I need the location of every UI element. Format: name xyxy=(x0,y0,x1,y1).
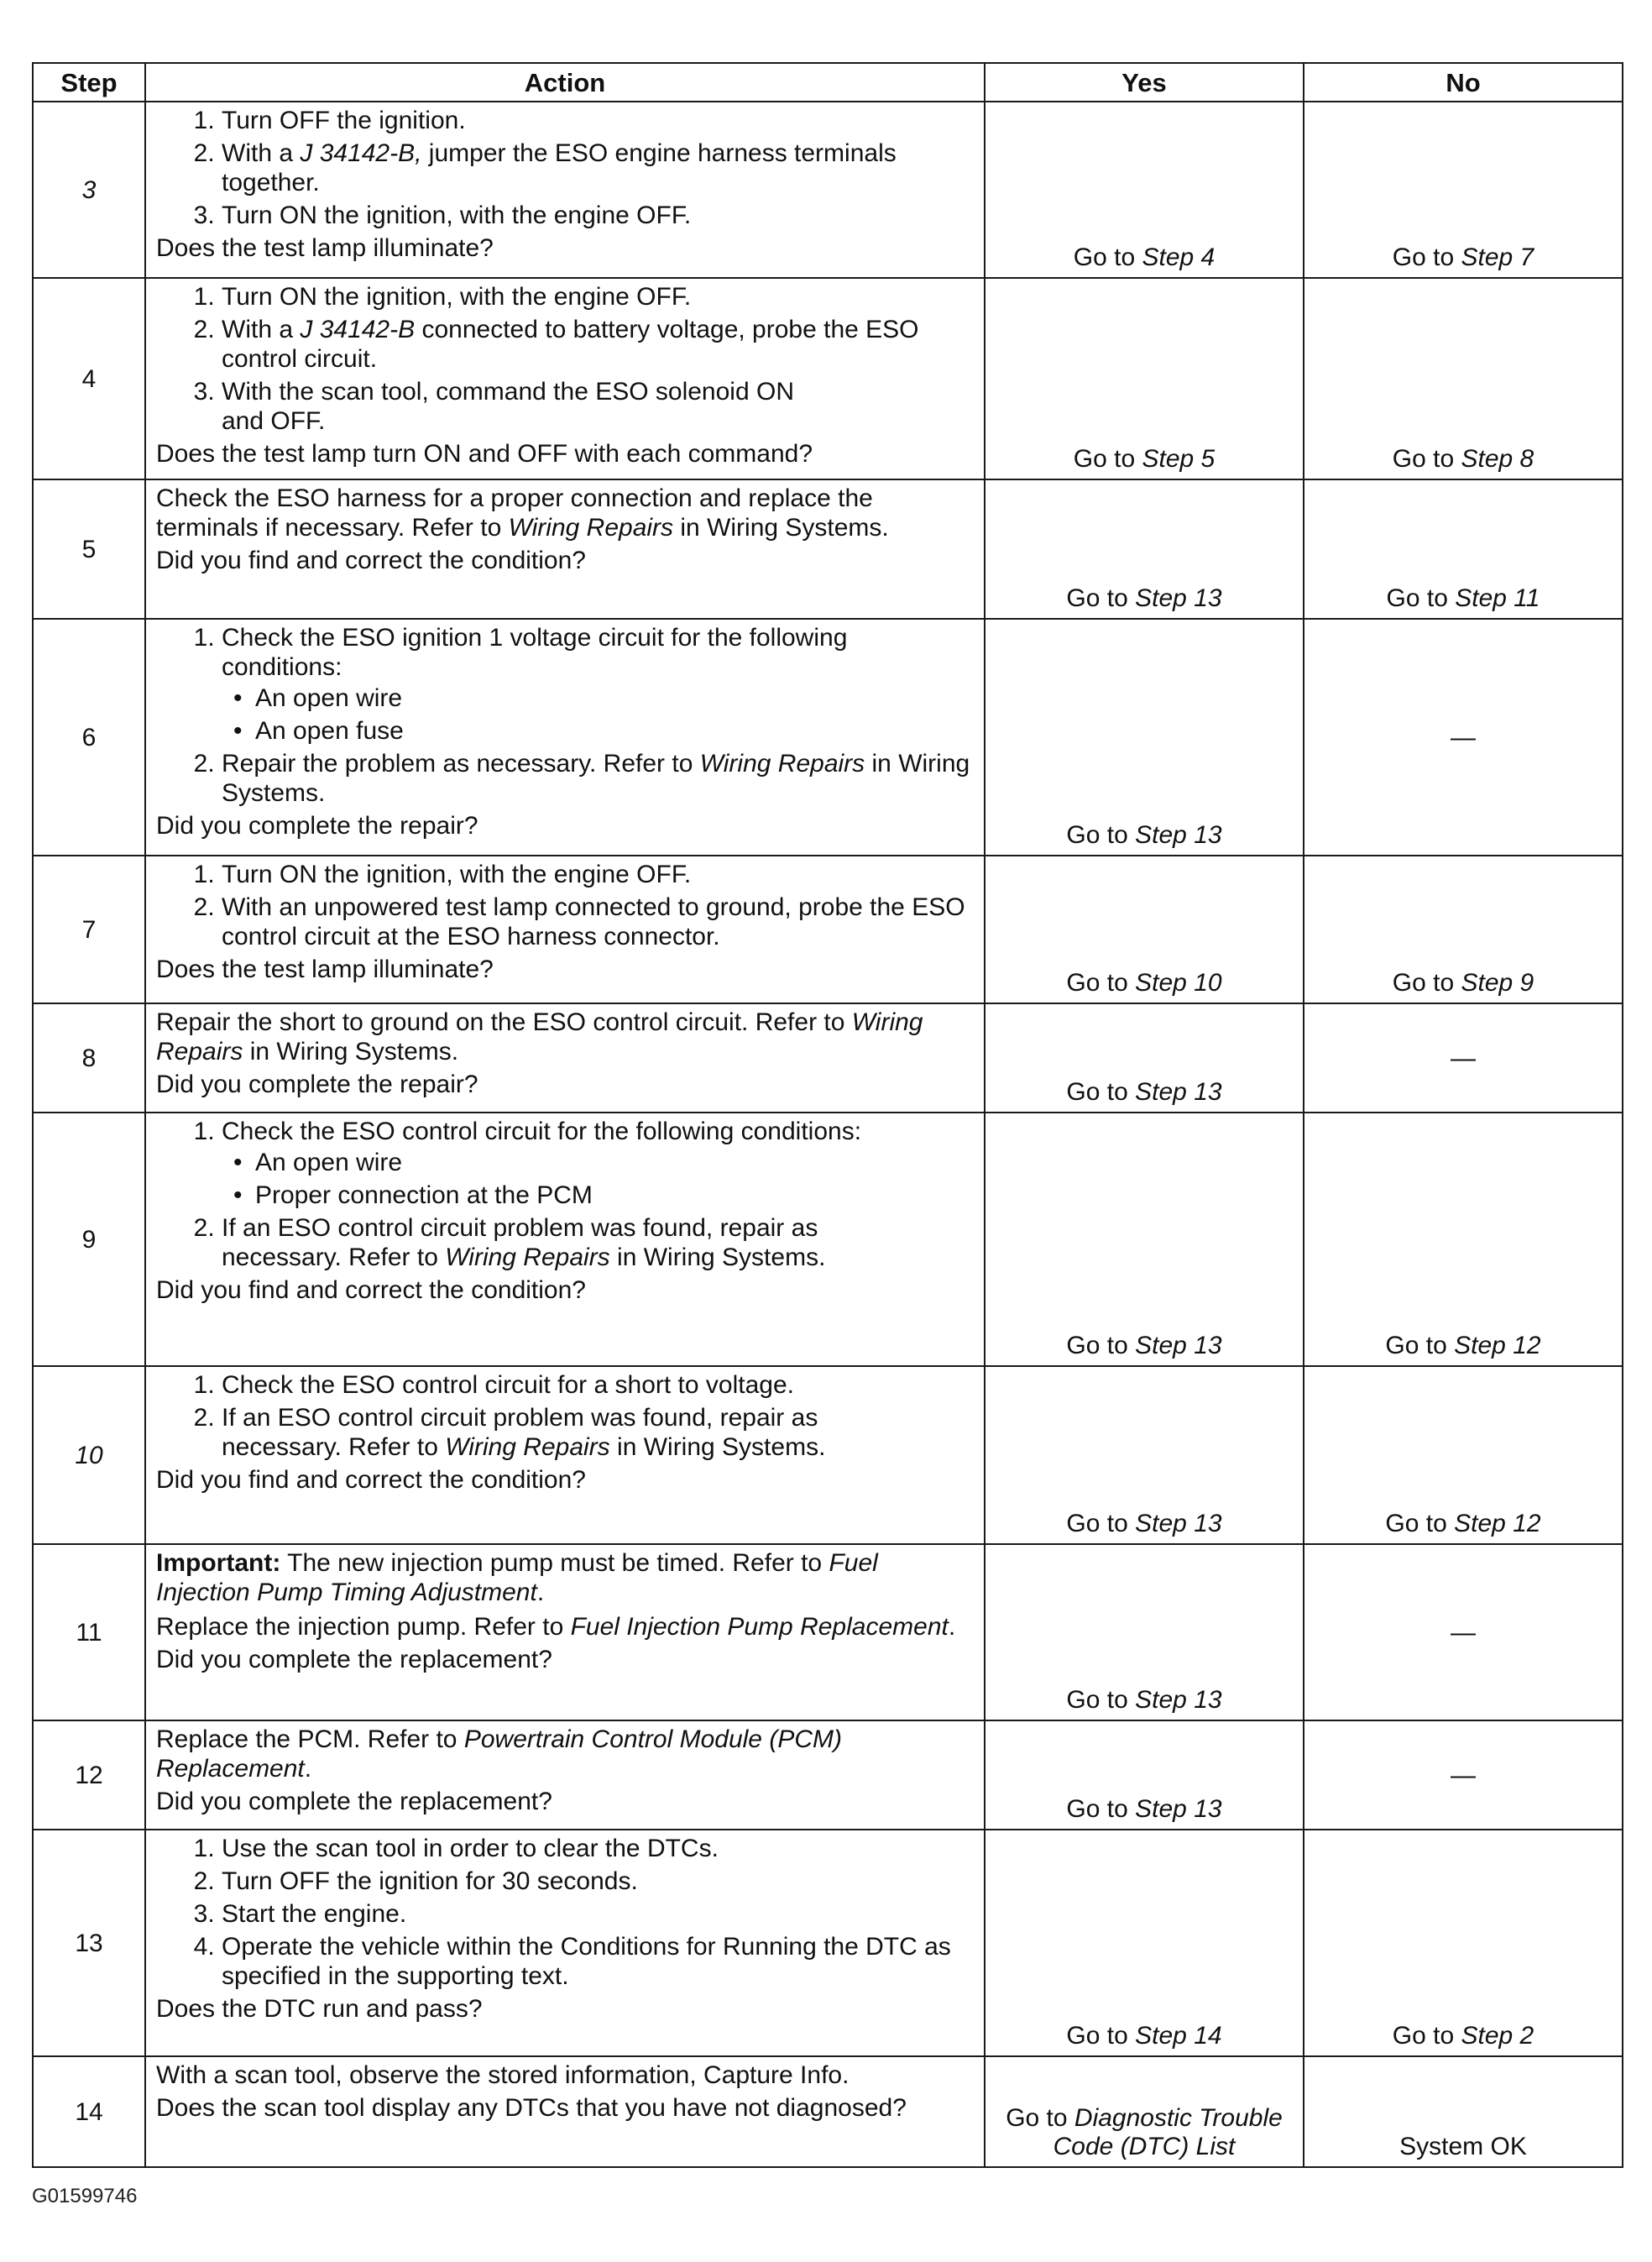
bullet-item: • An open fuse xyxy=(255,716,974,746)
action-cell xyxy=(145,1366,985,1544)
step-link[interactable]: Step 12 xyxy=(1454,1332,1541,1359)
action-text: Replace the PCM. Refer to Powertrain Control Module (PCM) Replacement. xyxy=(156,1725,842,1783)
action-cell xyxy=(145,619,985,856)
action-item: 2. Turn OFF the ignition for 30 seconds. xyxy=(222,1867,974,1896)
doc-ref: Fuel Injection Pump Timing Adjustment xyxy=(156,1549,878,1606)
step-link[interactable]: Step 8 xyxy=(1461,445,1534,473)
step-number: 14 xyxy=(33,2056,145,2167)
no-cell: Go to Step 2 xyxy=(1304,1830,1623,2056)
action-cell xyxy=(145,1113,985,1366)
question-text: Does the test lamp illuminate? xyxy=(156,956,494,983)
no-cell: — xyxy=(1304,619,1623,856)
question-text: Did you complete the replacement? xyxy=(156,1788,552,1815)
no-cell: Go to Step 11 xyxy=(1304,479,1623,619)
tool-ref: J 34142-B, xyxy=(300,139,422,167)
yes-cell: Go to Step 13 xyxy=(985,1003,1304,1113)
action-text: Check the ESO harness for a proper connection and replace the terminals if necessary. Refer to Wiring Repairs in Wiring Systems. xyxy=(156,484,889,542)
action-item: 1. Check the ESO ignition 1 voltage circuit for the following conditions: • An open wire • An open fuse xyxy=(222,623,974,746)
step-number: 3 xyxy=(33,102,145,278)
step-number: 4 xyxy=(33,278,145,479)
yes-cell: Go to Step 13 xyxy=(985,1544,1304,1720)
yes-cell: Go to Step 14 xyxy=(985,1830,1304,2056)
yes-cell: Go to Step 13 xyxy=(985,1113,1304,1366)
no-cell: Go to Step 9 xyxy=(1304,856,1623,1003)
action-cell xyxy=(145,2056,985,2167)
action-item: 2. If an ESO control circuit problem was found, repair as necessary. Refer to Wiring Repairs in Wiring Systems. xyxy=(222,1403,974,1462)
question-text: Did you complete the repair? xyxy=(156,1071,478,1098)
step-link[interactable]: Step 5 xyxy=(1142,445,1215,473)
header-yes: Yes xyxy=(985,63,1304,102)
table-row xyxy=(33,1113,1623,1366)
doc-ref: Wiring Repairs xyxy=(445,1244,610,1271)
action-item: 1. Turn ON the ignition, with the engine OFF. xyxy=(222,860,974,889)
step-link[interactable]: Step 11 xyxy=(1455,584,1540,612)
yes-cell: Go to Step 13 xyxy=(985,1366,1304,1544)
action-cell xyxy=(145,278,985,479)
step-link[interactable]: Step 14 xyxy=(1135,2022,1222,2050)
yes-cell: Go to Step 13 xyxy=(985,479,1304,619)
question-text: Did you complete the repair? xyxy=(156,812,478,840)
table-row xyxy=(33,1830,1623,2056)
step-link[interactable]: Step 13 xyxy=(1135,821,1222,849)
step-link[interactable]: Step 10 xyxy=(1135,969,1222,997)
table-row xyxy=(33,278,1623,479)
step-number: 6 xyxy=(33,619,145,856)
step-link[interactable]: Step 13 xyxy=(1135,1332,1222,1359)
table-row xyxy=(33,1544,1623,1720)
table-row xyxy=(33,1003,1623,1113)
step-link[interactable]: Step 13 xyxy=(1135,1795,1222,1823)
no-cell: Go to Step 12 xyxy=(1304,1113,1623,1366)
no-cell: — xyxy=(1304,1720,1623,1830)
action-item: 1. Turn ON the ignition, with the engine OFF. xyxy=(222,282,974,312)
action-item: 2. With a J 34142-B connected to battery voltage, probe the ESO control circuit. xyxy=(222,315,974,374)
step-number: 8 xyxy=(33,1003,145,1113)
action-item: 3. With the scan tool, command the ESO solenoid ON and OFF. xyxy=(222,377,974,436)
important-label: Important: xyxy=(156,1549,281,1577)
header-action: Action xyxy=(145,63,985,102)
step-number: 10 xyxy=(33,1366,145,1544)
question-text: Does the test lamp illuminate? xyxy=(156,234,494,262)
table-row xyxy=(33,479,1623,619)
step-link[interactable]: Step 4 xyxy=(1142,243,1215,271)
yes-cell: Go to Step 10 xyxy=(985,856,1304,1003)
header-step: Step xyxy=(33,63,145,102)
question-text: Did you complete the replacement? xyxy=(156,1646,552,1673)
action-item: 3. Start the engine. xyxy=(222,1899,974,1929)
step-link[interactable]: Step 9 xyxy=(1461,969,1534,997)
action-cell xyxy=(145,1003,985,1113)
no-cell: — xyxy=(1304,1003,1623,1113)
action-text: With a scan tool, observe the stored information, Capture Info. xyxy=(156,2061,850,2089)
table-row xyxy=(33,1366,1623,1544)
question-text: Did you find and correct the condition? xyxy=(156,547,586,574)
no-cell: — xyxy=(1304,1544,1623,1720)
step-number: 13 xyxy=(33,1830,145,2056)
yes-cell: Go to Diagnostic Trouble Code (DTC) List xyxy=(985,2056,1304,2167)
step-link[interactable]: Step 7 xyxy=(1461,243,1534,271)
header-no: No xyxy=(1304,63,1623,102)
table-row xyxy=(33,2056,1623,2167)
action-item: 1. Check the ESO control circuit for the following conditions: • An open wire • Proper connection at the PCM xyxy=(222,1117,974,1210)
header-row xyxy=(33,63,1623,102)
no-cell: Go to Step 8 xyxy=(1304,278,1623,479)
question-text: Does the test lamp turn ON and OFF with each command? xyxy=(156,440,813,468)
table-row xyxy=(33,102,1623,278)
step-number: 12 xyxy=(33,1720,145,1830)
action-item: 4. Operate the vehicle within the Conditions for Running the DTC as specified in the supporting text. xyxy=(222,1932,974,1991)
step-link[interactable]: Step 13 xyxy=(1135,1686,1222,1714)
step-link[interactable]: Step 13 xyxy=(1135,1510,1222,1537)
action-cell xyxy=(145,102,985,278)
step-number: 7 xyxy=(33,856,145,1003)
doc-ref: Fuel Injection Pump Replacement xyxy=(570,1613,949,1641)
action-cell xyxy=(145,856,985,1003)
important-note: Important: The new injection pump must be timed. Refer to Fuel Injection Pump Timing Adjustment. xyxy=(156,1549,878,1606)
table-row xyxy=(33,856,1623,1003)
action-text: Replace the injection pump. Refer to Fuel Injection Pump Replacement. xyxy=(156,1613,956,1641)
table-row xyxy=(33,619,1623,856)
action-cell xyxy=(145,1720,985,1830)
question-text: Did you find and correct the condition? xyxy=(156,1276,586,1304)
action-text: Repair the short to ground on the ESO control circuit. Refer to Wiring Repairs in Wiring Systems. xyxy=(156,1008,923,1066)
no-cell: System OK xyxy=(1304,2056,1623,2167)
doc-ref: Wiring Repairs xyxy=(445,1433,610,1461)
action-item: 2. If an ESO control circuit problem was found, repair as necessary. Refer to Wiring Repairs in Wiring Systems. xyxy=(222,1213,974,1272)
question-text: Does the scan tool display any DTCs that you have not diagnosed? xyxy=(156,2094,907,2122)
doc-link[interactable]: Diagnostic Trouble Code (DTC) List xyxy=(1053,2104,1283,2160)
step-link[interactable]: Step 2 xyxy=(1461,2022,1534,2050)
question-text: Did you find and correct the condition? xyxy=(156,1466,586,1494)
doc-ref: Wiring Repairs xyxy=(156,1008,923,1066)
action-item: 3. Turn ON the ignition, with the engine OFF. xyxy=(222,201,974,230)
step-number: 11 xyxy=(33,1544,145,1720)
action-item: 2. With a J 34142-B, jumper the ESO engine harness terminals together. xyxy=(222,139,974,197)
no-cell: Go to Step 12 xyxy=(1304,1366,1623,1544)
no-cell: Go to Step 7 xyxy=(1304,102,1623,278)
step-link[interactable]: Step 13 xyxy=(1135,584,1222,612)
yes-cell: Go to Step 13 xyxy=(985,1720,1304,1830)
action-cell xyxy=(145,1830,985,2056)
doc-ref: Powertrain Control Module (PCM) Replacement xyxy=(156,1725,842,1783)
action-item: 1. Use the scan tool in order to clear the DTCs. xyxy=(222,1834,974,1863)
action-item: 2. Repair the problem as necessary. Refer to Wiring Repairs in Wiring Systems. xyxy=(222,749,974,808)
bullet-item: • An open wire xyxy=(255,1148,974,1177)
doc-ref: Wiring Repairs xyxy=(508,514,674,542)
step-link[interactable]: Step 13 xyxy=(1135,1078,1222,1106)
question-text: Does the DTC run and pass? xyxy=(156,1995,483,2023)
action-item: 1. Check the ESO control circuit for a short to voltage. xyxy=(222,1370,974,1400)
figure-id: G01599746 xyxy=(32,2185,138,2207)
table-row xyxy=(33,1720,1623,1830)
action-item: 1. Turn OFF the ignition. xyxy=(222,106,974,135)
step-number: 5 xyxy=(33,479,145,619)
doc-ref: Wiring Repairs xyxy=(699,750,865,778)
yes-cell: Go to Step 13 xyxy=(985,619,1304,856)
yes-cell: Go to Step 4 xyxy=(985,102,1304,278)
action-cell xyxy=(145,479,985,619)
tool-ref: J 34142-B xyxy=(300,316,416,343)
bullet-item: • An open wire xyxy=(255,683,974,713)
yes-cell: Go to Step 5 xyxy=(985,278,1304,479)
diagnostic-table xyxy=(32,62,1623,2168)
bullet-item: • Proper connection at the PCM xyxy=(255,1181,974,1210)
action-item: 2. With an unpowered test lamp connected to ground, probe the ESO control circuit at the ESO harness connector. xyxy=(222,893,974,951)
step-number: 9 xyxy=(33,1113,145,1366)
step-link[interactable]: Step 12 xyxy=(1454,1510,1541,1537)
action-cell xyxy=(145,1544,985,1720)
